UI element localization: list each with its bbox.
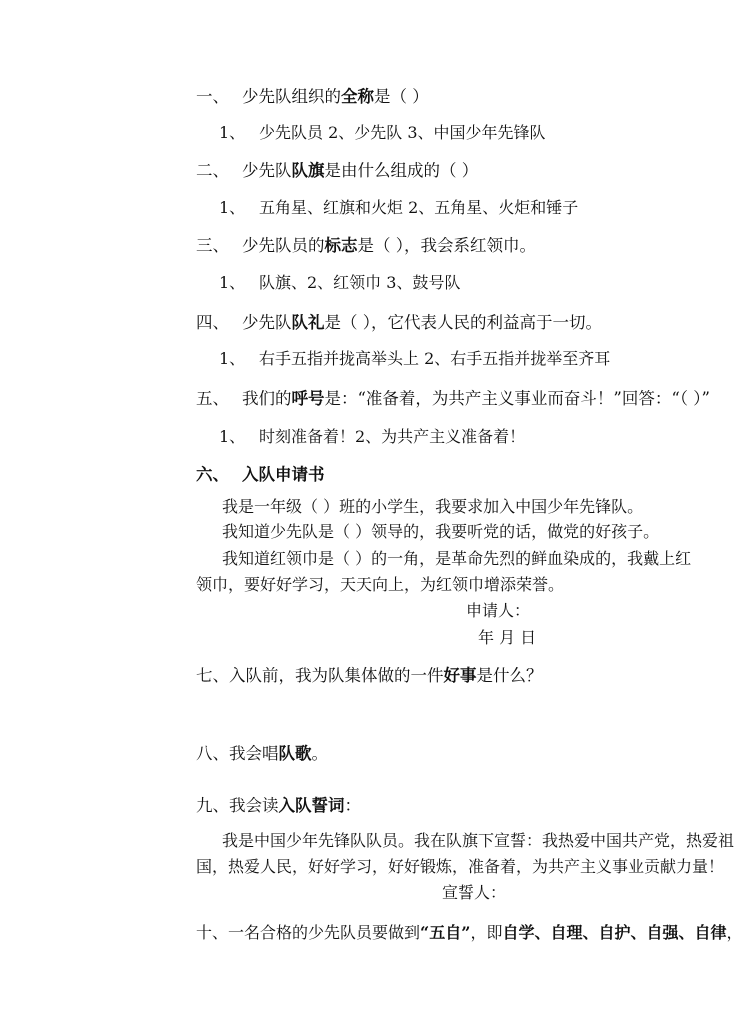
- section-text-post: 。: [311, 744, 328, 763]
- oath-signer-label: 宣誓人：: [442, 883, 507, 902]
- section-text-pre: 七、入队前，我为队集体做的一件: [196, 666, 444, 685]
- application-date-label: 年 月 日: [478, 628, 537, 647]
- options-2: [219, 197, 578, 219]
- section-9: [196, 795, 361, 817]
- question-text-post: 是（ ），它代表人民的利益高于一切。: [324, 313, 602, 332]
- application-paragraph-3-line-2: 领巾，要好好学习，天天向上，为红领巾增添荣誉。: [196, 575, 565, 594]
- options-5: [219, 426, 525, 448]
- section-text-post: 是什么？: [476, 666, 543, 685]
- application-paragraph-3-line-1: 我知道红领巾是（ ）的一角，是革命先烈的鲜血染成的，我戴上红: [222, 549, 692, 568]
- question-number: 一、: [196, 87, 229, 106]
- option-text: 时刻准备着！2、为共产主义准备着！: [259, 427, 526, 446]
- application-paragraph-2: 我知道少先队是（ ）领导的，我要听党的话，做党的好孩子。: [222, 522, 660, 541]
- question-number: 二、: [196, 161, 229, 180]
- question-keyword: 队礼: [291, 313, 325, 332]
- question-3: [196, 235, 536, 257]
- section-text-mid: ，即: [470, 923, 503, 942]
- question-5: [196, 388, 710, 410]
- question-text-pre: 少先队员的: [242, 236, 325, 255]
- question-text-pre: 少先队: [242, 313, 292, 332]
- question-text-pre: 少先队组织的: [242, 87, 341, 106]
- section-text-post: ，: [726, 923, 742, 942]
- option-text: 少先队员 2、少先队 3、中国少年先锋队: [259, 123, 546, 142]
- oath-paragraph-line-1: 我是中国少年先锋队队员。我在队旗下宣誓：我热爱中国共产党，热爱祖: [222, 831, 735, 850]
- section-7: [196, 665, 543, 687]
- section-title: 入队申请书: [242, 465, 325, 484]
- question-1: [196, 86, 429, 108]
- question-keyword: 队旗: [291, 161, 325, 180]
- option-number: 1、: [219, 349, 246, 368]
- question-text-post: 是由什么组成的（ ）: [324, 161, 479, 180]
- section-text-post: ：: [344, 796, 361, 815]
- section-keyword: 入队誓词: [278, 796, 345, 815]
- question-keyword: 全称: [341, 87, 374, 106]
- section-text-pre: 十、一名合格的少先队员要做到: [196, 923, 421, 942]
- question-2: [196, 160, 478, 182]
- oath-paragraph-line-2: 国，热爱人民，好好学习，好好锻炼，准备着，为共产主义事业贡献力量！: [196, 857, 725, 876]
- question-number: 五、: [196, 389, 229, 408]
- section-number: 六、: [196, 465, 229, 484]
- question-text-post: 是：“准备着，为共产主义事业而奋斗！”回答：“（ ）”: [324, 389, 710, 408]
- question-text-pre: 少先队: [242, 161, 292, 180]
- question-text-post: 是（ ）: [374, 87, 429, 106]
- section-keyword: 队歌: [278, 744, 312, 763]
- section-keyword: 好事: [443, 666, 477, 685]
- section-keyword-2: 自学、自理、自护、自强、自律: [502, 923, 727, 942]
- options-4: [219, 348, 610, 370]
- section-10: [196, 922, 742, 944]
- question-text-post: 是（ ），我会系红领巾。: [357, 236, 536, 255]
- options-3: [219, 272, 460, 294]
- applicant-signature-label: 申请人：: [466, 601, 531, 620]
- options-1: [219, 122, 546, 144]
- question-text-pre: 我们的: [242, 389, 292, 408]
- option-number: 1、: [219, 273, 246, 292]
- option-text: 右手五指并拢高举头上 2、右手五指并拢举至齐耳: [259, 349, 611, 368]
- section-text-pre: 八、我会唱: [196, 744, 279, 763]
- question-4: [196, 312, 602, 334]
- section-6-heading: [196, 464, 325, 486]
- option-number: 1、: [219, 198, 246, 217]
- option-text: 五角星、红旗和火炬 2、五角星、火炬和锤子: [259, 198, 579, 217]
- section-8: [196, 743, 328, 765]
- section-keyword: “五自”: [420, 923, 471, 942]
- question-number: 三、: [196, 236, 229, 255]
- application-paragraph-1: 我是一年级（ ）班的小学生，我要求加入中国少年先锋队。: [222, 497, 644, 516]
- question-keyword: 呼号: [291, 389, 325, 408]
- question-number: 四、: [196, 313, 229, 332]
- option-text: 队旗、2、红领巾 3、鼓号队: [259, 273, 461, 292]
- option-number: 1、: [219, 123, 246, 142]
- question-keyword: 标志: [324, 236, 358, 255]
- section-text-pre: 九、我会读: [196, 796, 279, 815]
- option-number: 1、: [219, 427, 246, 446]
